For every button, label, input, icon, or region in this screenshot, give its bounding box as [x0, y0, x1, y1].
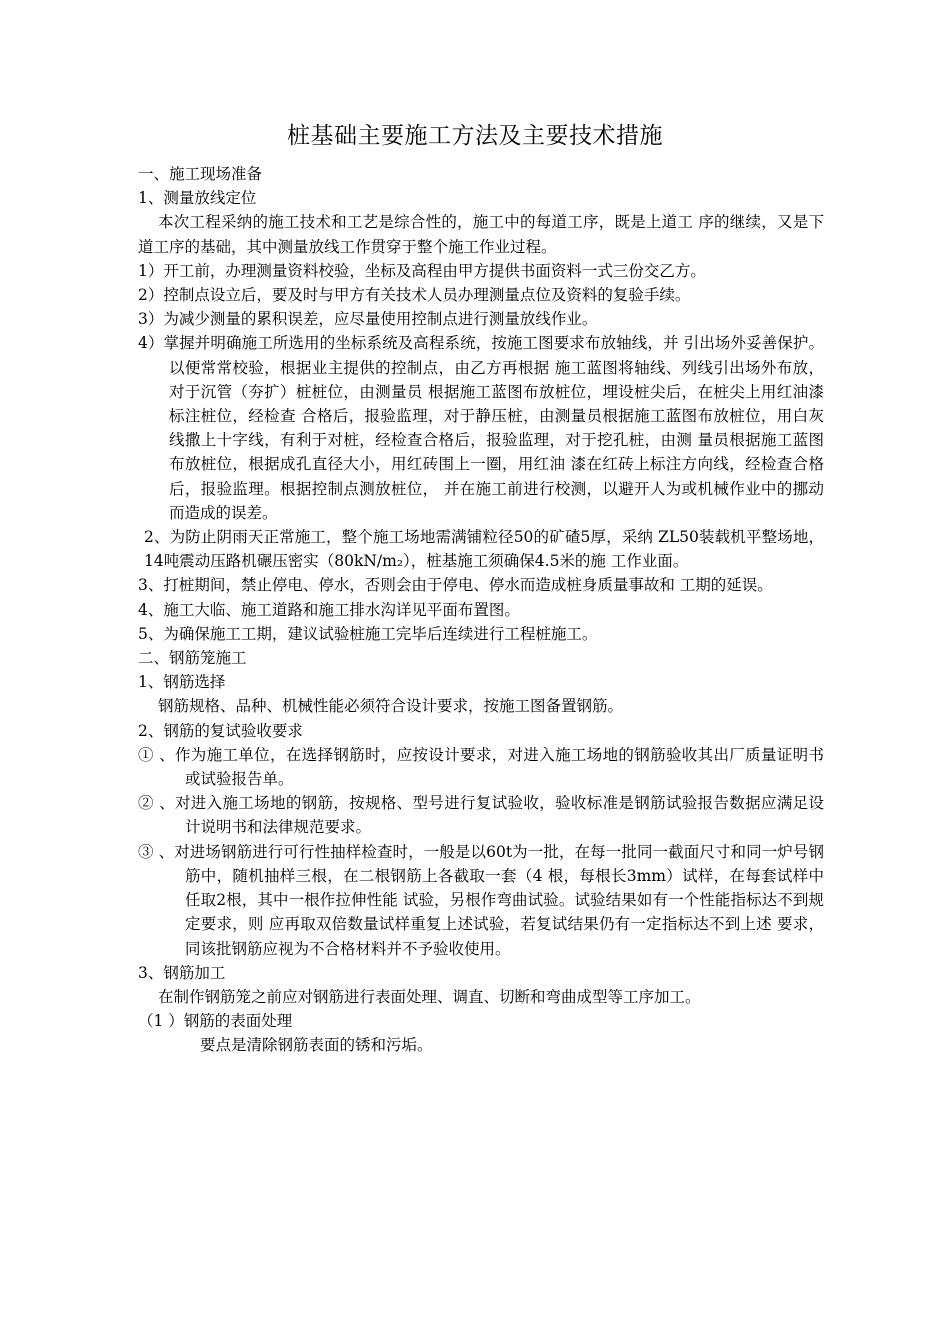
subsection-heading-rebar-processing: 3、钢筋加工 [138, 963, 226, 982]
document-title: 桩基础主要施工方法及主要技术措施 [287, 123, 663, 149]
list-item-site-2: 2、为防止阴雨天正常施工，整个施工场地需满铺粒径50的矿碴5厚，采纳 ZL50装载机平整场地，14吨震动压路机碾压密实（80kN/m₂），桩基施工须确保4.5米的施 工作业面。 [144, 528, 824, 571]
list-item-acceptance-1: ① 、作为施工单位，在选择钢筋时，应按设计要求，对进入施工场地的钢筋验收其出厂质量证明书或试验报告单。 [138, 745, 824, 789]
paragraph-survey-intro: 本次工程采纳的施工技术和工艺是综合性的，施工中的每道工序，既是上道工 序的继续，又是下道工序的基础，其中测量放线工作贯穿于整个施工作业过程。 [138, 213, 824, 256]
list-item-acceptance-2: ② 、对进入施工场地的钢筋，按规格、型号进行复试验收，验收标准是钢筋试验报告数据应满足设计说明书和法律规范要求。 [138, 794, 824, 837]
list-item-survey-2: 2）控制点设立后，要及时与甲方有关技术人员办理测量点位及资料的复验手续。 [138, 286, 691, 305]
list-item-site-5: 5、为确保施工工期，建议试验桩施工完毕后连续进行工程桩施工。 [138, 624, 598, 643]
paragraph-rebar-processing: 在制作钢筋笼之前应对钢筋进行表面处理、调直、切断和弯曲成型等工序加工。 [158, 987, 701, 1006]
subsection-heading-surface-treatment: （1 ）钢筋的表面处理 [138, 1012, 293, 1031]
list-item-survey-3: 3）为减少测量的累积误差，应尽量使用控制点进行测量放线作业。 [138, 310, 598, 329]
subsection-heading-rebar-acceptance: 2、钢筋的复试验收要求 [138, 721, 303, 740]
paragraph-surface-treatment: 要点是清除钢筋表面的锈和污垢。 [200, 1036, 433, 1055]
list-item-survey-4: 4）掌握并明确施工所选用的坐标系统及高程系统，按施工图要求布放轴线，并 引出场外妥善保护。以便常常校验，根据业主提供的控制点，由乙方再根据 施工蓝图将轴线、列线引出场外布放，对于沉管（夯扩）桩桩位，由测量员 根据施工蓝图布放桩位，埋设桩尖后，在桩尖上用红油漆标注桩位，经检查 合格后，报验监理，对于静压桩，由测量员根据施工蓝图布放桩位，用白灰 线撒上十字线，有利于对桩，经检查合格后，报验监理，对于挖孔桩，由测 量员根据施工蓝图布放桩位，根据成孔直径大小，用红砖围上一圈，用红油 漆在红砖上标注方向线，经检查合格后，报验监理。根据控制点测放桩位， 并在施工前进行校测，以避开人为或机械作业中的挪动而造成的误差。 [138, 334, 824, 522]
subsection-heading-survey: 1、测量放线定位 [138, 189, 257, 208]
paragraph-rebar-selection: 钢筋规格、品种、机械性能必须符合设计要求，按施工图备置钢筋。 [158, 697, 624, 716]
section-heading-rebar-cage: 二、钢筋笼施工 [138, 649, 247, 668]
subsection-heading-rebar-selection: 1、钢筋选择 [138, 673, 226, 692]
section-heading-site-preparation: 一、施工现场准备 [138, 165, 263, 183]
list-item-acceptance-3: ③ 、对进场钢筋进行可行性抽样检查时，一般是以60t为一批，在每一批同一截面尺寸和同一炉号钢筋中，随机抽样三根，在二根钢筋上各截取一套（4 根，每根长3mm）试样，在每套试样中任取2根，其中一根作拉伸性能 试验，另根作弯曲试验。试验结果如有一个性能指标达不到规定要求，则 应再取双倍数量试样重复上述试验，若复试结果仍有一定指标达不到上述 要求，同该批钢筋应视为不合格材料并不予验收使用。 [138, 842, 824, 958]
list-item-site-3: 3、打桩期间，禁止停电、停水，否则会由于停电、停水而造成桩身质量事故和 工期的延误。 [138, 576, 773, 595]
list-item-site-4: 4、施工大临、施工道路和施工排水沟详见平面布置图。 [138, 600, 520, 619]
list-item-survey-1: 1）开工前，办理测量资料校验，坐标及高程由甲方提供书面资料一式三份交乙方。 [138, 261, 706, 280]
document-body [138, 162, 824, 1058]
